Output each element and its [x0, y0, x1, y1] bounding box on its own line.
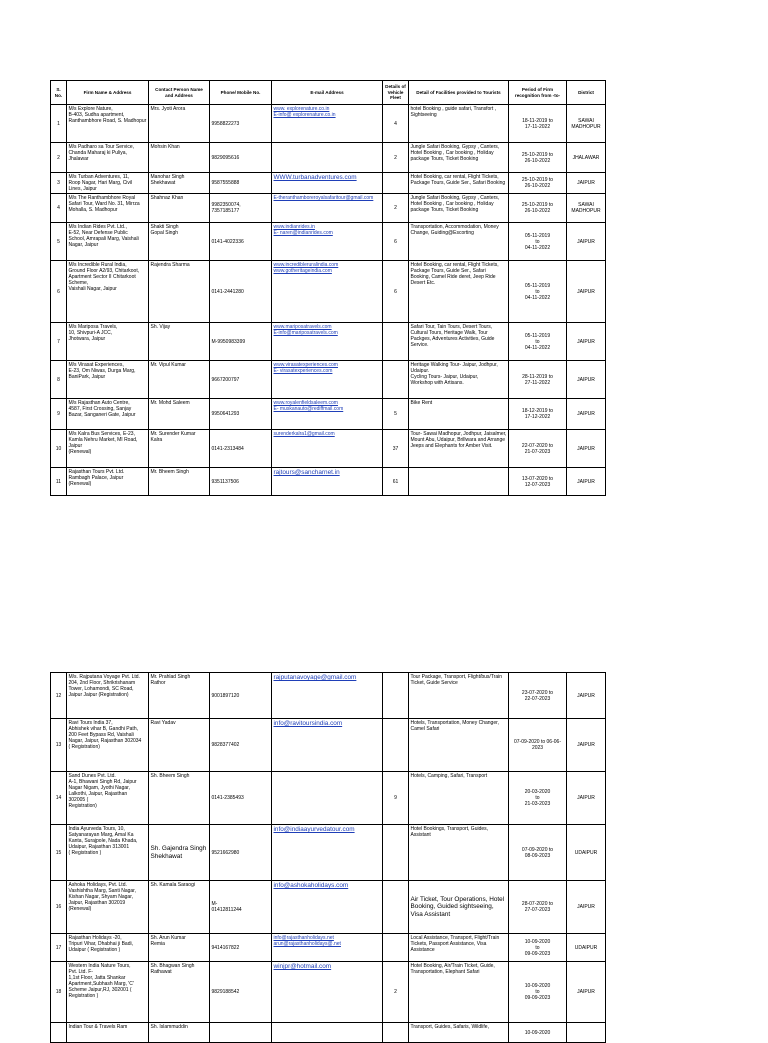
email-link[interactable]: info@ravitoursindia.com: [273, 720, 343, 727]
phone-number: 9829095616: [210, 143, 272, 173]
email-link[interactable]: info@rajasthanholidays.net: [273, 935, 334, 941]
email-cell: [272, 361, 383, 399]
serial-number: 4: [51, 194, 67, 223]
facilities: Hotel Bookings, Transport, Guides, Assistant: [409, 825, 509, 881]
firm-name-address: Ravi Tours India 37, Abhishek vihar B, Gandhi Path, 200 Feet Bypass Rd, Vaishali Nagar, Jaipur, Rajasthan 302034 ( Registration): [67, 719, 149, 772]
facilities: Hotel Booking, car rental, Flight Tickets, Package Tours, Guide Ser., Safari Booking, Camel Ride deret, Jeep Ride Desert Etc.: [409, 261, 509, 323]
contact-person: Mr. Bheem Singh: [149, 468, 210, 496]
firm-name-address: M/s. Rajputana Voyage Pvt. Ltd. 204, 2nd Floor, Shrikrishanam Tower, Lohamondi, SC Road, Jaipur Jaipur (Registration): [67, 673, 149, 719]
table-row: [51, 881, 606, 934]
vehicle-fleet: [383, 881, 409, 934]
firm-name-address: India Ayurveda Tours, 10, Satyanarayan Marg, Amal Ka Kanta, Surajpole, Nada Khada, Udaipur, Rajasthan 313001 ( Registration ): [67, 825, 149, 881]
phone-number: 9351137506: [210, 468, 272, 496]
district: JAIPUR: [567, 673, 606, 719]
email-link[interactable]: info@ashokaholidays.com: [273, 882, 349, 889]
contact-person: Sh. Bhagwan Singh Rathawat: [149, 962, 210, 1023]
facilities: Tour Package, Transport, Flight/bus/Train Ticket, Guide Service: [409, 673, 509, 719]
email-link[interactable]: E- virasatexperiences.com: [273, 368, 333, 374]
vehicle-fleet: 4: [383, 105, 409, 143]
email-link[interactable]: www. explorenature.co.in: [273, 106, 330, 112]
serial-number: [51, 1023, 67, 1043]
email-cell: [272, 825, 383, 881]
district: JAIPUR: [567, 323, 606, 361]
facilities: Bike Rent: [409, 399, 509, 430]
district: JAIPUR: [567, 223, 606, 261]
email-cell: [272, 261, 383, 323]
email-link[interactable]: www.mariposatravels.com: [273, 324, 332, 330]
firm-name-address: M/s Padharo sa Tour Service, Chanda Maharaj ki Puliya, Jhalawar: [67, 143, 149, 173]
email-cell: [272, 772, 383, 825]
phone-number: 9667200797: [210, 361, 272, 399]
vehicle-fleet: 6: [383, 261, 409, 323]
district: JAIPUR: [567, 430, 606, 468]
facilities: Hotel Booking, car rental, Flight Tickets, Package Tours, Guide Ser., Safari Booking: [409, 173, 509, 194]
vehicle-fleet: 2: [383, 143, 409, 173]
serial-number: 8: [51, 361, 67, 399]
facilities-table-page-2: [50, 672, 606, 1043]
email-cell: [272, 673, 383, 719]
district: JAIPUR: [567, 468, 606, 496]
serial-number: 7: [51, 323, 67, 361]
serial-number: 1: [51, 105, 67, 143]
firm-name-address: M/s Rajasthan Auto Centre, 4587, First Crossing, Sanjay Bazar, Sanganeri Gate, Jaipur: [67, 399, 149, 430]
email-link[interactable]: www.royalenfieldsaleem.com: [273, 400, 338, 406]
vehicle-fleet: [383, 361, 409, 399]
district: SAWAI MADHOPUR: [567, 105, 606, 143]
firm-name-address: Sand Dunes Pvt. Ltd. A-1, Bhawani Singh Rd, Jaipur Nagar Nigam, Jyothi Nagar, Lalkothi, Jaipur, Rajasthan 302005 ( Registration): [67, 772, 149, 825]
header-email: E-mail Address: [272, 81, 383, 105]
serial-number: 5: [51, 223, 67, 261]
table-row: [51, 673, 606, 719]
recognition-period: 05-11-2019 to 04-11-2022: [509, 223, 567, 261]
phone-number: 0141-2385493: [210, 772, 272, 825]
table-row: [51, 361, 606, 399]
recognition-period: 07-09-2020 to 06-06- 2023: [509, 719, 567, 772]
email-cell: [272, 173, 383, 194]
district: JAIPUR: [567, 261, 606, 323]
header-row: [51, 81, 606, 105]
phone-number: 9521662980: [210, 825, 272, 881]
serial-number: 3: [51, 173, 67, 194]
table-row: [51, 223, 606, 261]
firm-name-address: M/s Incredible Rural India, Ground Floor A2/93, Chitarkoot, Apartment Sector II Chitarkoot Scheme, Vaishali Nagar, Jaipur: [67, 261, 149, 323]
district: JAIPUR: [567, 962, 606, 1023]
table-row: [51, 143, 606, 173]
vehicle-fleet: 2: [383, 194, 409, 223]
serial-number: 17: [51, 934, 67, 962]
email-link[interactable]: rajtours@sancharnet.in: [273, 469, 340, 476]
header-phone: Phone/ Mobile No.: [210, 81, 272, 105]
facilities: Heritage Walking Tour- Jaipur, Jodhpur, Udaipur. Cycling Tours- Jaipur, Udaipur, Workshop with Artisans.: [409, 361, 509, 399]
table-row: [51, 825, 606, 881]
email-link[interactable]: www.incredibleruralindia.com: [273, 262, 339, 268]
firm-name-address: Rajasthan Tours Pvt. Ltd. Rambagh Palace, Jaipur (Renewal): [67, 468, 149, 496]
facilities: Transport, Guides, Safaris, Wildlife,: [409, 1023, 509, 1043]
serial-number: 16: [51, 881, 67, 934]
facilities: Transportation, Accommodation, Money Change, Guiding@Escorting: [409, 223, 509, 261]
header-contact: Contact Person Name and Address: [149, 81, 210, 105]
table-row: [51, 962, 606, 1023]
vehicle-fleet: 5: [383, 399, 409, 430]
district: UDAIPUR: [567, 934, 606, 962]
vehicle-fleet: 61: [383, 468, 409, 496]
table-row: [51, 173, 606, 194]
recognition-period: 20-03-2020 to 21-03-2023: [509, 772, 567, 825]
table-row: [51, 1023, 606, 1043]
phone-number: [210, 1023, 272, 1043]
firm-name-address: Indian Tour & Travels Ram: [67, 1023, 149, 1043]
recognition-period: 28-11-2019 to 27-11-2022: [509, 361, 567, 399]
email-cell: [272, 881, 383, 934]
recognition-period: 05-11-2019 to 04-11-2022: [509, 323, 567, 361]
vehicle-fleet: [383, 825, 409, 881]
phone-number: 9982350074, 7357185177: [210, 194, 272, 223]
district: SAWAI MADHOPUR: [567, 194, 606, 223]
facilities: Jungle Safari Booking, Gypsy , Canters, Hotel Booking , Car booking , Holiday package Tours, Ticket Booking: [409, 143, 509, 173]
table-row: [51, 719, 606, 772]
table-row: [51, 323, 606, 361]
email-link[interactable]: surenderkalra1@gmail.com: [273, 431, 335, 437]
phone-number: 9829188542: [210, 962, 272, 1023]
email-link[interactable]: E-theranthamboreroyalsafaritour@gmail.com: [273, 195, 374, 201]
table-row: [51, 261, 606, 323]
table-row: [51, 194, 606, 223]
recognition-period: 10-09-2020: [509, 1023, 567, 1043]
contact-person: Sh. Gajendra Singh Shekhawat: [149, 825, 210, 881]
contact-person: Sh. Islammuddin: [149, 1023, 210, 1043]
email-link[interactable]: www.indianrides.in: [273, 224, 315, 230]
phone-number: 9958822273: [210, 105, 272, 143]
recognition-period: 25-10-2019 to 26-10-2022: [509, 194, 567, 223]
email-link[interactable]: E- naren@indianrides.com: [273, 230, 333, 236]
vehicle-fleet: [383, 1023, 409, 1043]
recognition-period: 07-09-2020 to 08-09-2023: [509, 825, 567, 881]
serial-number: 11: [51, 468, 67, 496]
serial-number: 2: [51, 143, 67, 173]
district: [567, 1023, 606, 1043]
phone-number: M-9950983399: [210, 323, 272, 361]
contact-person: Mohsin Khan: [149, 143, 210, 173]
phone-number: 9950641293: [210, 399, 272, 430]
facilities: [409, 468, 509, 496]
vehicle-fleet: 6: [383, 223, 409, 261]
vehicle-fleet: [383, 673, 409, 719]
table-row: [51, 468, 606, 496]
email-link[interactable]: E-info@ explorenature.co.in: [273, 112, 336, 118]
recognition-period: 23-07-2020 to 22-07-2023: [509, 673, 567, 719]
phone-number: 0141-2441280: [210, 261, 272, 323]
email-link[interactable]: WWW.turbanadventures.com: [273, 174, 357, 181]
table-row: [51, 105, 606, 143]
serial-number: 12: [51, 673, 67, 719]
recognition-period: 25-10-2019 to 26-10-2022: [509, 143, 567, 173]
email-cell: [272, 430, 383, 468]
contact-person: Rajendra Sharma: [149, 261, 210, 323]
email-cell: [272, 105, 383, 143]
serial-number: 9: [51, 399, 67, 430]
header-firm: Firm Name & Address: [67, 81, 149, 105]
email-cell: [272, 194, 383, 223]
facilities: Local Assistance, Transport, Flight/Train Tickets, Passport Assistance, Visa Assistance: [409, 934, 509, 962]
email-link[interactable]: E- muskanauto@rediffmail.com: [273, 406, 344, 412]
recognition-period: 10-09-2020 to 09-09-2023: [509, 962, 567, 1023]
email-link[interactable]: arun@rajasthanholidays@.net: [273, 941, 341, 947]
email-cell: [272, 962, 383, 1023]
phone-number: 9587555888: [210, 173, 272, 194]
contact-person: Sh. Bheem Singh: [149, 772, 210, 825]
email-cell: [272, 223, 383, 261]
recognition-period: 25-10-2019 to 26-10-2022: [509, 173, 567, 194]
firm-name-address: M/s Turban Adventures, 11, Roop Nagar, Hari Marg, Civil Lines, Jaipur: [67, 173, 149, 194]
contact-person: Shakti Singh Gopal Singh: [149, 223, 210, 261]
district: JAIPUR: [567, 881, 606, 934]
phone-number: 9414167822: [210, 934, 272, 962]
recognition-period: 18-11-2019 to 17-11-2022: [509, 105, 567, 143]
vehicle-fleet: 9: [383, 772, 409, 825]
serial-number: 14: [51, 772, 67, 825]
email-link[interactable]: www.virasatexperiences.com: [273, 362, 338, 368]
email-link[interactable]: www.gotheritageindia.com: [273, 268, 332, 274]
facilities: Tour- Sawai Madhopur, Jodhpur, Jaisalmer, Mount Abu, Udaipur, Brillwara and Arrange Jeeps and Elephants for Amber Visit.: [409, 430, 509, 468]
email-link[interactable]: winjpr@hotmail.com: [273, 963, 332, 970]
serial-number: 6: [51, 261, 67, 323]
email-cell: [272, 1023, 383, 1043]
serial-number: 18: [51, 962, 67, 1023]
header-district: District: [567, 81, 606, 105]
contact-person: Mr. Mohd Saleem: [149, 399, 210, 430]
email-cell: [272, 323, 383, 361]
firm-name-address: M/s Mariposa Travels, 10, Shivpuri-A JCC, Jhotwara, Jaipur: [67, 323, 149, 361]
vehicle-fleet: 2: [383, 962, 409, 1023]
district: UDAIPUR: [567, 825, 606, 881]
email-cell: [272, 719, 383, 772]
recognition-period: 18-12-2019 to 17-12-2022: [509, 399, 567, 430]
vehicle-fleet: 37: [383, 430, 409, 468]
contact-person: Sh. Arun Kumar Remia: [149, 934, 210, 962]
recognition-period: 28-07-2020 to 27-07-2023: [509, 881, 567, 934]
contact-person: Ravi Yadav: [149, 719, 210, 772]
header-vehicle: Details of Vehicle Fleet: [383, 81, 409, 105]
email-cell: [272, 399, 383, 430]
facilities: Jungle Safari Booking, Gypsy , Canters, Hotel Booking , Car booking , Holiday package Tours, Ticket Booking: [409, 194, 509, 223]
email-cell: [272, 934, 383, 962]
firm-name-address: M/s Indian Rides Pvt. Ltd., E-52, Near Defense Public School, Amrapali Marg, Vaishali Nagar, Jaipur: [67, 223, 149, 261]
email-link[interactable]: rajputanavoyage@gmail.com: [273, 674, 357, 681]
phone-number: 0141-2313484: [210, 430, 272, 468]
facilities: Hotels, Camping, Safari, Transport: [409, 772, 509, 825]
facilities-table-page-1: [50, 80, 606, 496]
district: JAIPUR: [567, 772, 606, 825]
phone-number: M- 01412811244: [210, 881, 272, 934]
facilities: Hotel Booking, Air/Train Ticket, Guide, Transportation, Elephant Safari: [409, 962, 509, 1023]
contact-person: Mrs. Jyoti Arora: [149, 105, 210, 143]
facilities: Air Ticket, Tour Operations, Hotel Booking, Guided sightseeing, Visa Assistant: [409, 881, 509, 934]
contact-person: Mr. Vipul Kumar: [149, 361, 210, 399]
recognition-period: 13-07-2020 to 12-07-2023: [509, 468, 567, 496]
serial-number: 10: [51, 430, 67, 468]
phone-number: 9828377402: [210, 719, 272, 772]
vehicle-fleet: [383, 323, 409, 361]
contact-person: Shahnaz Khan: [149, 194, 210, 223]
header-facilities: Detail of Facilities provided to Tourists: [409, 81, 509, 105]
phone-number: 0141-4022336: [210, 223, 272, 261]
facilities: hotel Booking , guide safari, Transfort , Sightseeing: [409, 105, 509, 143]
table-row: [51, 430, 606, 468]
table-row: [51, 772, 606, 825]
firm-name-address: Western India Nature Tours, Pvt. Ltd. F- 1,1st Floor, Jatta Shankar Apartment,Subhash Marg, 'C' Scheme Jaipur,RJ, 302001 ( Registration ): [67, 962, 149, 1023]
firm-name-address: M/s Kalra Bus Services, E-23, Kamla Nehru Market, MI Road, Jaipur (Renewal): [67, 430, 149, 468]
firm-name-address: Rajasthan Holidays -20, Tripuri Vihar, Dhabhai ji Badi, Udaipur ( Registration ): [67, 934, 149, 962]
district: JAIPUR: [567, 399, 606, 430]
facilities: Hotels, Transportation, Money Changer, Camel Safari: [409, 719, 509, 772]
contact-person: Mr. Prahlad Singh Rathor: [149, 673, 210, 719]
firm-name-address: M/s Virasat Experiences, E-23, Om Niwas, Durga Marg, BaniPark, Jaipur: [67, 361, 149, 399]
vehicle-fleet: [383, 934, 409, 962]
vehicle-fleet: [383, 173, 409, 194]
email-link[interactable]: E-info@mariposatravels.com: [273, 330, 338, 336]
recognition-period: 22-07-2020 to 21-07-2023: [509, 430, 567, 468]
firm-name-address: M/s The Ranthambhore Royal Safari Tour, Ward No. 31, Mirrza Mohalla, S. Madhopur: [67, 194, 149, 223]
contact-person: Sh. Vijay: [149, 323, 210, 361]
district: JAIPUR: [567, 719, 606, 772]
district: JHALAWAR: [567, 143, 606, 173]
header-sno: S. No.: [51, 81, 67, 105]
phone-number: 9001897120: [210, 673, 272, 719]
email-link[interactable]: info@indiaayurvedatour.com: [273, 826, 355, 833]
facilities: Safari Tour, Tain Tours, Desert Tours, Cultural Tours, Heritage Walk, Tour Packges, Adventures Activities, Guide Service.: [409, 323, 509, 361]
table-row: [51, 399, 606, 430]
contact-person: Mr. Surender Kumar Kalra: [149, 430, 210, 468]
email-cell: [272, 143, 383, 173]
contact-person: Sh. Kamala Saraogi: [149, 881, 210, 934]
email-cell: [272, 468, 383, 496]
firm-name-address: M/s Explore Nature, B-403, Sudha apartment, Ranthambhore Road, S. Madhopur: [67, 105, 149, 143]
serial-number: 13: [51, 719, 67, 772]
contact-person: Manohar Singh Shekhawat: [149, 173, 210, 194]
vehicle-fleet: [383, 719, 409, 772]
district: JAIPUR: [567, 173, 606, 194]
serial-number: 15: [51, 825, 67, 881]
recognition-period: 05-11-2019 to 04-11-2022: [509, 261, 567, 323]
recognition-period: 10-09-2020 to 09-09-2023: [509, 934, 567, 962]
firm-name-address: Ashoka Holidays, Pvt. Ltd. Vashishtha Marg, Santi Nagar, Kishan Nagar, Shyam Nagar, Jaipur, Rajasthan 302019 (Renewal): [67, 881, 149, 934]
header-period: Period of Firm recognition from -to-: [509, 81, 567, 105]
district: JAIPUR: [567, 361, 606, 399]
table-row: [51, 934, 606, 962]
